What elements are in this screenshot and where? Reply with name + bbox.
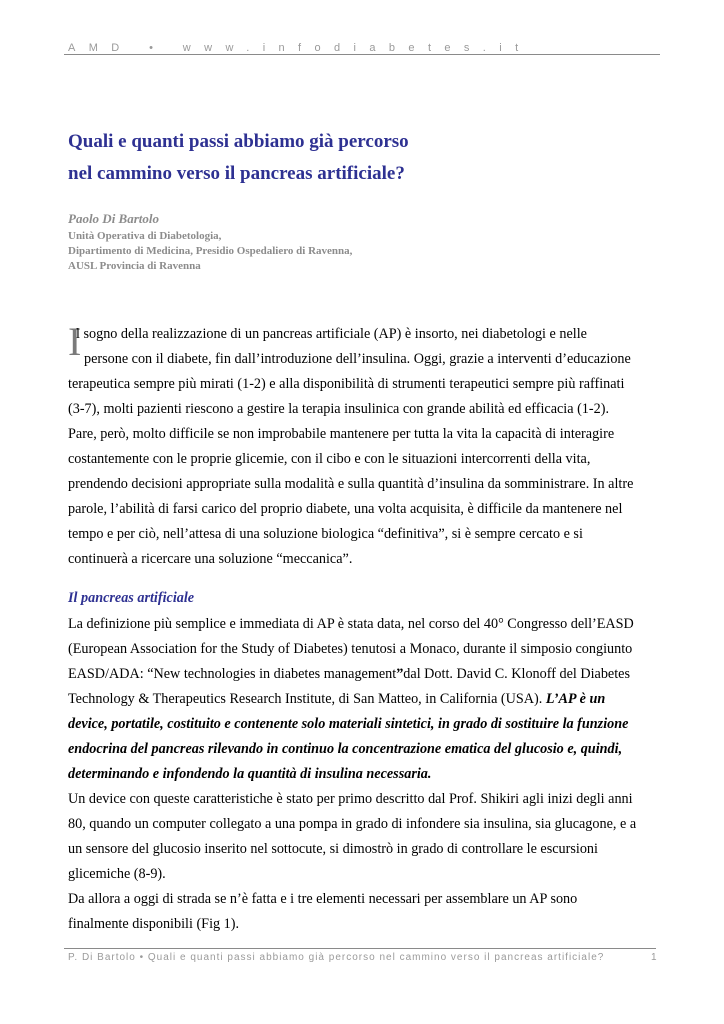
- paragraph-line: Un device con queste caratteristiche è stato per primo descritto dal Prof. Shikiri agli inizi degli anni: [68, 791, 633, 807]
- closing-quote: ”: [396, 666, 404, 682]
- paragraph-line: Pare, però, molto difficile se non improbabile mantenere per tutta la vita la capacità di interagire: [68, 426, 615, 442]
- affiliation-line: AUSL Provincia di Ravenna: [68, 260, 201, 272]
- quote-text: EASD/ADA: “New technologies in diabetes management: [68, 666, 397, 682]
- definition-line: device, portatile, costituito e contenente solo materiali sintetici, in grado di sostituire la funzione: [68, 716, 629, 732]
- drop-cap: I: [68, 319, 82, 364]
- intro-paragraph: [68, 319, 658, 572]
- institute-text: Technology & Therapeutics Research Institute, di San Matteo, in California (USA).: [68, 691, 546, 707]
- definition-start: L’AP è un: [545, 691, 606, 707]
- affiliation-line: Dipartimento di Medicina, Presidio Ospedaliero di Ravenna,: [68, 245, 353, 257]
- running-footer: P. Di Bartolo • Quali e quanti passi abbiamo già percorso nel cammino verso il pancreas artificiale?: [68, 952, 605, 963]
- page-number: 1: [651, 952, 657, 963]
- title-line-2: nel cammino verso il pancreas artificiale?: [68, 163, 405, 184]
- author-name: Paolo Di Bartolo: [68, 211, 160, 226]
- affiliation-line: Unità Operativa di Diabetologia,: [68, 230, 222, 242]
- paragraph-line: l sogno della realizzazione di un pancreas artificiale (AP) è insorto, nei diabetologi e nelle: [76, 326, 587, 342]
- paragraph-line: [68, 687, 658, 712]
- paragraph-line: Da allora a oggi di strada se n’è fatta e i tre elementi necessari per assemblare un AP sono: [68, 891, 578, 907]
- paragraph-line: terapeutica sempre più mirati (1-2) e alla disponibilità di strumenti terapeutici sempre più raffinati: [68, 376, 625, 392]
- header-rule: [64, 54, 660, 55]
- paragraph-line: persone con il diabete, fin dall’introduzione dell’insulina. Oggi, grazie a interventi d’educazione: [84, 351, 631, 367]
- paragraph-line: [68, 662, 658, 687]
- paragraph-line: finalmente disponibili (Fig 1).: [68, 916, 240, 932]
- section-heading: Il pancreas artificiale: [68, 590, 195, 606]
- article-title: [68, 126, 668, 190]
- title-line-1: Quali e quanti passi abbiamo già percorso: [68, 131, 409, 152]
- paragraph-line: glicemiche (8-9).: [68, 866, 166, 882]
- author-affiliation: [68, 229, 352, 274]
- paragraph-line: costantemente con le proprie glicemie, con il cibo e con le situazioni intercorrenti della vita,: [68, 451, 591, 467]
- definition-line: endocrina del pancreas rilevando in continuo la concentrazione ematica del glucosio e, quindi,: [68, 741, 623, 757]
- footer-rule: [64, 948, 656, 949]
- definition-line: determinando e infondendo la quantità di insulina necessaria.: [68, 766, 432, 782]
- paragraph-line: parole, l’abilità di farsi carico del proprio diabete, una volta acquisita, è difficile da mantenere nel: [68, 501, 623, 517]
- paragraph-line: La definizione più semplice e immediata di AP è stata data, nel corso del 40° Congresso dell’EASD: [68, 616, 634, 632]
- paragraph-line: 80, quando un computer collegato a una pompa in grado di infondere sia insulina, sia glucagone, e a: [68, 816, 637, 832]
- paragraph-line: un sensore del glucosio inserito nel sottocute, si dimostrò in grado di controllare le escursioni: [68, 841, 598, 857]
- citation-text: dal Dott. David C. Klonoff del Diabetes: [403, 666, 630, 682]
- paragraph-line: continuerà a ricercare una soluzione “meccanica”.: [68, 551, 353, 567]
- paragraph-line: prendendo decisioni appropriate sulla modalità e sulla quantità d’insulina da somministrare. In altre: [68, 476, 634, 492]
- paragraph-line: tempo e per ciò, nell’attesa di una soluzione biologica “definitiva”, si è sempre cercato e si: [68, 526, 583, 542]
- running-header: AMD • www.infodiabetes.it: [68, 42, 532, 54]
- paragraph-line: (European Association for the Study of Diabetes) tenutosi a Monaco, durante il simposio congiunto: [68, 641, 633, 657]
- paragraph-line: (3-7), molti pazienti riescono a gestire la terapia insulinica con grande abilità ed efficacia (1-2).: [68, 401, 609, 417]
- section-paragraph: [68, 612, 658, 937]
